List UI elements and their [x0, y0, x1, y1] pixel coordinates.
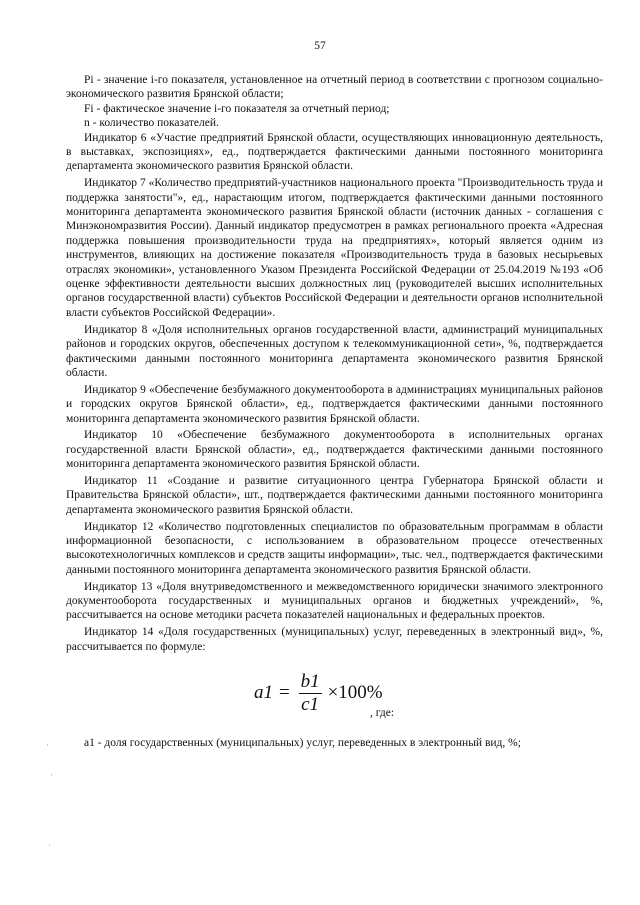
formula-block	[66, 668, 603, 728]
formula-denominator: c1	[301, 693, 320, 715]
scan-artifact: ·	[50, 770, 53, 780]
paragraph-indicator-13: Индикатор 13 «Доля внутриведомственного и межведомственного юридически значимого электронного документооборота государственных и муниципальных органов и бюджетных учреждений», %, рассчитывается на основе методики расчета показателей национальных и федеральных проектов.	[66, 580, 603, 622]
formula-rhs: ×100%	[327, 682, 383, 704]
paragraph-a1-definition: a1 - доля государственных (муниципальных) услуг, переведенных в электронный вид, %;	[84, 736, 521, 749]
paragraph-n-definition: n - количество показателей.	[84, 117, 219, 130]
paragraph-indicator-9: Индикатор 9 «Обеспечение безбумажного документооборота в администрациях муниципальных районов и городских округов Брянской области», ед., подтверждается фактическими данными постоянного мониторинга департамента экономического развития Брянской области.	[66, 383, 603, 425]
paragraph-indicator-12: Индикатор 12 «Количество подготовленных специалистов по образовательным программам в области информационной безопасности, с использованием в образовательном процессе отечественных высокотехнологичных комплексов и средств защиты информации», тыс. чел., подтверждается фактическими данными постоянного мониторинга департамента экономического развития Брянской области.	[66, 520, 603, 576]
formula-fraction	[299, 672, 322, 715]
page-number: 57	[314, 40, 326, 52]
paragraph-indicator-6: Индикатор 6 «Участие предприятий Брянской области, осуществляющих инновационную деятельность, в выставках, экспозициях», ед., подтверждается фактическими данными постоянного мониторинга департамента экономического развития Брянской области.	[66, 131, 603, 173]
scan-artifact: ·	[46, 740, 49, 750]
paragraph-fi-definition: Fi - фактическое значение i-го показателя за отчетный период;	[84, 102, 390, 115]
formula-lhs: a1 =	[254, 682, 291, 704]
paragraph-indicator-11: Индикатор 11 «Создание и развитие ситуационного центра Губернатора Брянской области и Правительства Брянской области», шт., подтверждается фактическими данными постоянного мониторинга департамента экономического развития Брянской области.	[66, 474, 603, 516]
paragraph-indicator-10: Индикатор 10 «Обеспечение безбумажного документооборота в исполнительных органах государственной власти Брянской области», ед., подтверждается фактическими данными постоянного мониторинга департамента экономического развития Брянской области.	[66, 429, 603, 471]
paragraph-indicator-14: Индикатор 14 «Доля государственных (муниципальных) услуг, переведенных в электронный вид», %, рассчитывается по формуле:	[66, 626, 603, 653]
document-body	[66, 73, 603, 753]
scan-artifact: ·	[48, 840, 51, 850]
paragraph-pi-definition: Pi - значение i-го показателя, установленное на отчетный период в соответствии с прогнозом социально-экономического развития Брянской области;	[66, 74, 603, 101]
paragraph-indicator-7: Индикатор 7 «Количество предприятий-участников национального проекта "Производительность труда и поддержка занятости"», ед., нарастающим итогом, подтверждается фактическими данными постоянного мониторинга департамента экономического развития Брянской области (источник данных - соглашения с Минэкономразвития России). Данный индикатор предусмотрен в рамках регионального проекта «Адресная поддержка повышения производительности труда на предприятиях», который является одним из инструментов, влияющих на достижение показателя «Производительность труда в базовых несырьевых отраслях экономики», установленного Указом Президента Российской Федерации от 25.04.2019 №193 «Об оценке эффективности деятельности высших должностных лиц (руководителей высших исполнительных органов государственной власти) субъектов Российской Федерации и деятельности органов исполнительной власти субъектов Российской Федерации».	[66, 177, 603, 319]
formula-where-label: , где:	[370, 706, 395, 719]
formula-expression	[254, 672, 383, 715]
formula-numerator: b1	[300, 670, 320, 692]
paragraph-indicator-8: Индикатор 8 «Доля исполнительных органов государственной власти, администраций муниципальных районов и городских округов, обеспеченных доступом к телекоммуникационной сети», %, подтверждается фактическими данными постоянного мониторинга департамента экономического развития Брянской области.	[66, 323, 603, 379]
